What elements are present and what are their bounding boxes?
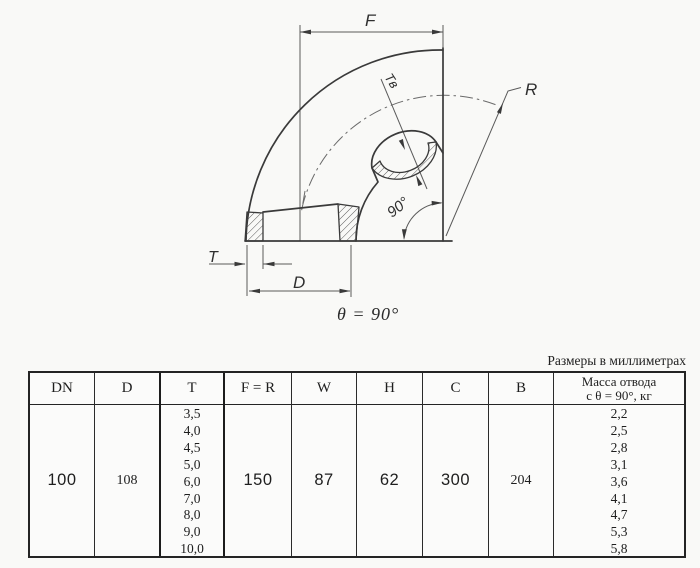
bottom-right-wall-section xyxy=(338,204,359,241)
header-mass-line1: Масса отвода xyxy=(581,373,657,389)
column-t xyxy=(159,373,225,556)
header-dn: DN xyxy=(30,373,94,405)
header-w: W xyxy=(292,373,356,405)
dim-label-r: R xyxy=(525,80,538,99)
value-f-r: 150 xyxy=(243,471,273,489)
column-w xyxy=(291,373,356,556)
value-w: 87 xyxy=(314,471,334,489)
value-d: 108 xyxy=(116,472,138,488)
dim-label-f: F xyxy=(365,11,376,30)
column-c xyxy=(422,373,488,556)
value-t-list: 3,5 4,0 4,5 5,0 6,0 7,0 8,0 9,0 10,0 xyxy=(180,406,204,557)
header-mass-line2: с θ = 90°, кг xyxy=(586,387,652,403)
header-d: D xyxy=(95,373,159,405)
column-b xyxy=(488,373,553,556)
dimensions-table xyxy=(28,371,686,558)
value-b: 204 xyxy=(510,472,532,488)
value-mass-list: 2,2 2,5 2,8 3,1 3,6 4,1 4,7 5,3 5,8 xyxy=(610,406,628,557)
column-dn xyxy=(30,373,94,556)
header-f-r: F = R xyxy=(225,373,291,405)
value-c: 300 xyxy=(440,471,471,489)
upper-tube-right-edge xyxy=(436,142,443,153)
dim-label-d: D xyxy=(293,273,306,292)
elbow-inner-arc xyxy=(356,168,378,241)
units-note: Размеры в миллиметрах xyxy=(547,353,686,368)
angle-label-90: 90° xyxy=(383,193,413,222)
dimension-arrows xyxy=(235,30,504,294)
column-h xyxy=(356,373,422,556)
bottom-left-wall-section xyxy=(245,212,263,241)
header-h: H xyxy=(357,373,422,405)
column-d xyxy=(94,373,159,556)
header-c: C xyxy=(423,373,488,405)
header-b: B xyxy=(489,373,553,405)
column-mass xyxy=(553,373,684,556)
value-dn: 100 xyxy=(47,471,77,489)
header-t: T xyxy=(161,373,223,405)
theta-equation: θ = 90° xyxy=(337,304,400,324)
dim-label-t-wall: Tв xyxy=(381,70,403,91)
dim-label-t: T xyxy=(208,249,218,266)
header-mass xyxy=(554,373,684,405)
value-h: 62 xyxy=(379,471,400,489)
column-f-r xyxy=(225,373,291,556)
